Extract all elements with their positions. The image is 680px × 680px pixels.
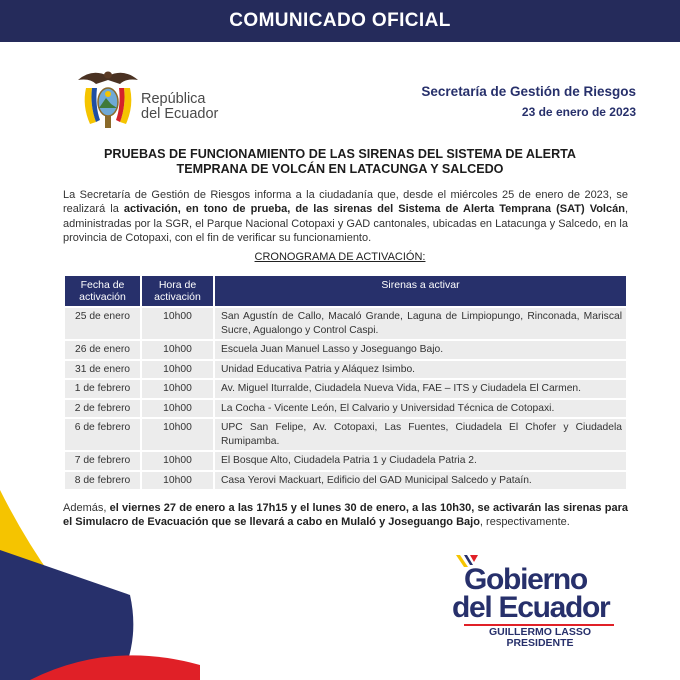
coat-of-arms-emblem: [76, 66, 140, 136]
header-date-line1: Fecha de: [80, 279, 125, 291]
row-date: 7 de febrero: [65, 452, 140, 470]
row-sirens: Casa Yerovi Mackuart, Edificio del GAD Municipal Salcedo y Pataín.: [215, 472, 626, 490]
intro-paragraph: [63, 188, 628, 245]
header-time: [142, 276, 213, 306]
row-time: 10h00: [142, 341, 213, 359]
logo-text-line1: República: [141, 91, 206, 107]
logo-text-line2: del Ecuador: [141, 106, 219, 122]
row-date: 8 de febrero: [65, 472, 140, 490]
row-date: 31 de enero: [65, 361, 140, 379]
header-sirens: Sirenas a activar: [215, 276, 626, 306]
row-time: 10h00: [142, 419, 213, 450]
government-logo: [450, 551, 620, 651]
intro-text-2: , administradas por la SGR, el Parque Nacional Cotopaxi y GAD cantonales, ubicadas en Latacunga y Salcedo, en la provincia de Cotopaxi, con el fin de verificar su funcionamiento.: [63, 203, 629, 244]
table-row: [65, 400, 626, 418]
row-date: 2 de febrero: [65, 400, 140, 418]
row-date: 1 de febrero: [65, 380, 140, 398]
table-row: [65, 361, 626, 379]
gov-brand-line1: Gobierno: [464, 563, 587, 596]
row-sirens: San Agustín de Callo, Macaló Grande, Laguna de Limpiopungo, Rinconada, Mariscal Sucre, Agualongo y Control Caspi.: [215, 308, 626, 339]
row-date: 6 de febrero: [65, 419, 140, 450]
row-time: 10h00: [142, 472, 213, 490]
banner-title: COMUNICADO OFICIAL: [229, 10, 451, 31]
row-time: 10h00: [142, 400, 213, 418]
title-line2: TEMPRANA DE VOLCÁN EN LATACUNGA Y SALCEDO: [176, 162, 504, 176]
schedule-header-row: [65, 276, 626, 306]
intro-bold: activación, en tono de prueba, de las sirenas del Sistema de Alerta Temprana (SAT) Volcán: [123, 203, 625, 216]
row-time: 10h00: [142, 452, 213, 470]
gov-person-block: [450, 627, 630, 649]
shield-sun: [105, 91, 111, 97]
row-sirens: Escuela Juan Manuel Lasso y Joseguango Bajo.: [215, 341, 626, 359]
table-row: [65, 452, 626, 470]
decorative-corner-shapes: [0, 490, 200, 680]
schedule-table: [63, 274, 628, 491]
row-sirens: La Cocha - Vicente León, El Calvario y Universidad Técnica de Cotopaxi.: [215, 400, 626, 418]
agency-name: Secretaría de Gestión de Riesgos: [421, 84, 636, 99]
republic-logo-text: [141, 92, 218, 122]
president-name: GUILLERMO LASSO: [488, 626, 592, 638]
table-row: [65, 472, 626, 490]
closing-bold: el viernes 27 de enero a las 17h15 y el lunes 30 de enero, a las 10h30, se activarán las sirenas para el Simulacro de Evacuación que se llevará a cabo en Mulaló y Joseguango Bajo: [63, 502, 628, 529]
closing-text-1: Además,: [63, 502, 110, 514]
document-title: [60, 147, 620, 177]
schedule-title: CRONOGRAMA DE ACTIVACIÓN:: [254, 251, 426, 263]
condor-head: [104, 72, 112, 79]
table-row: [65, 308, 626, 339]
header-time-line1: Hora de: [158, 279, 197, 291]
table-row: [65, 419, 626, 450]
gov-brand-line2: del Ecuador: [452, 591, 610, 624]
title-line1: PRUEBAS DE FUNCIONAMIENTO DE LAS SIRENAS DEL SISTEMA DE ALERTA: [103, 147, 577, 161]
fasces: [105, 116, 111, 128]
header-date-line2: activación: [79, 291, 126, 303]
closing-text-2: , respectivamente.: [479, 516, 570, 529]
intro-text-1: La Secretaría de Gestión de Riesgos informa a la ciudadanía que, desde el miércoles 25 de enero de 2023, se realizará la: [63, 189, 628, 216]
row-sirens: UPC San Felipe, Av. Cotopaxi, Las Fuentes, Ciudadela El Chofer y Ciudadela Rumipamba.: [215, 419, 626, 450]
issue-date: 23 de enero de 2023: [521, 105, 636, 119]
row-date: 25 de enero: [65, 308, 140, 339]
row-sirens: Av. Miguel Iturralde, Ciudadela Nueva Vida, FAE – ITS y Ciudadela El Carmen.: [215, 380, 626, 398]
row-time: 10h00: [142, 361, 213, 379]
issuer-block: [421, 84, 636, 119]
row-sirens: El Bosque Alto, Ciudadela Patria 1 y Ciudadela Patria 2.: [215, 452, 626, 470]
header-time-line2: activación: [154, 291, 201, 303]
president-role: PRESIDENTE: [506, 637, 574, 649]
row-date: 26 de enero: [65, 341, 140, 359]
row-time: 10h00: [142, 380, 213, 398]
row-sirens: Unidad Educativa Patria y Aláquez Isimbo.: [215, 361, 626, 379]
header-date: [65, 276, 140, 306]
table-row: [65, 380, 626, 398]
table-row: [65, 341, 626, 359]
row-time: 10h00: [142, 308, 213, 339]
banner: [0, 0, 680, 42]
